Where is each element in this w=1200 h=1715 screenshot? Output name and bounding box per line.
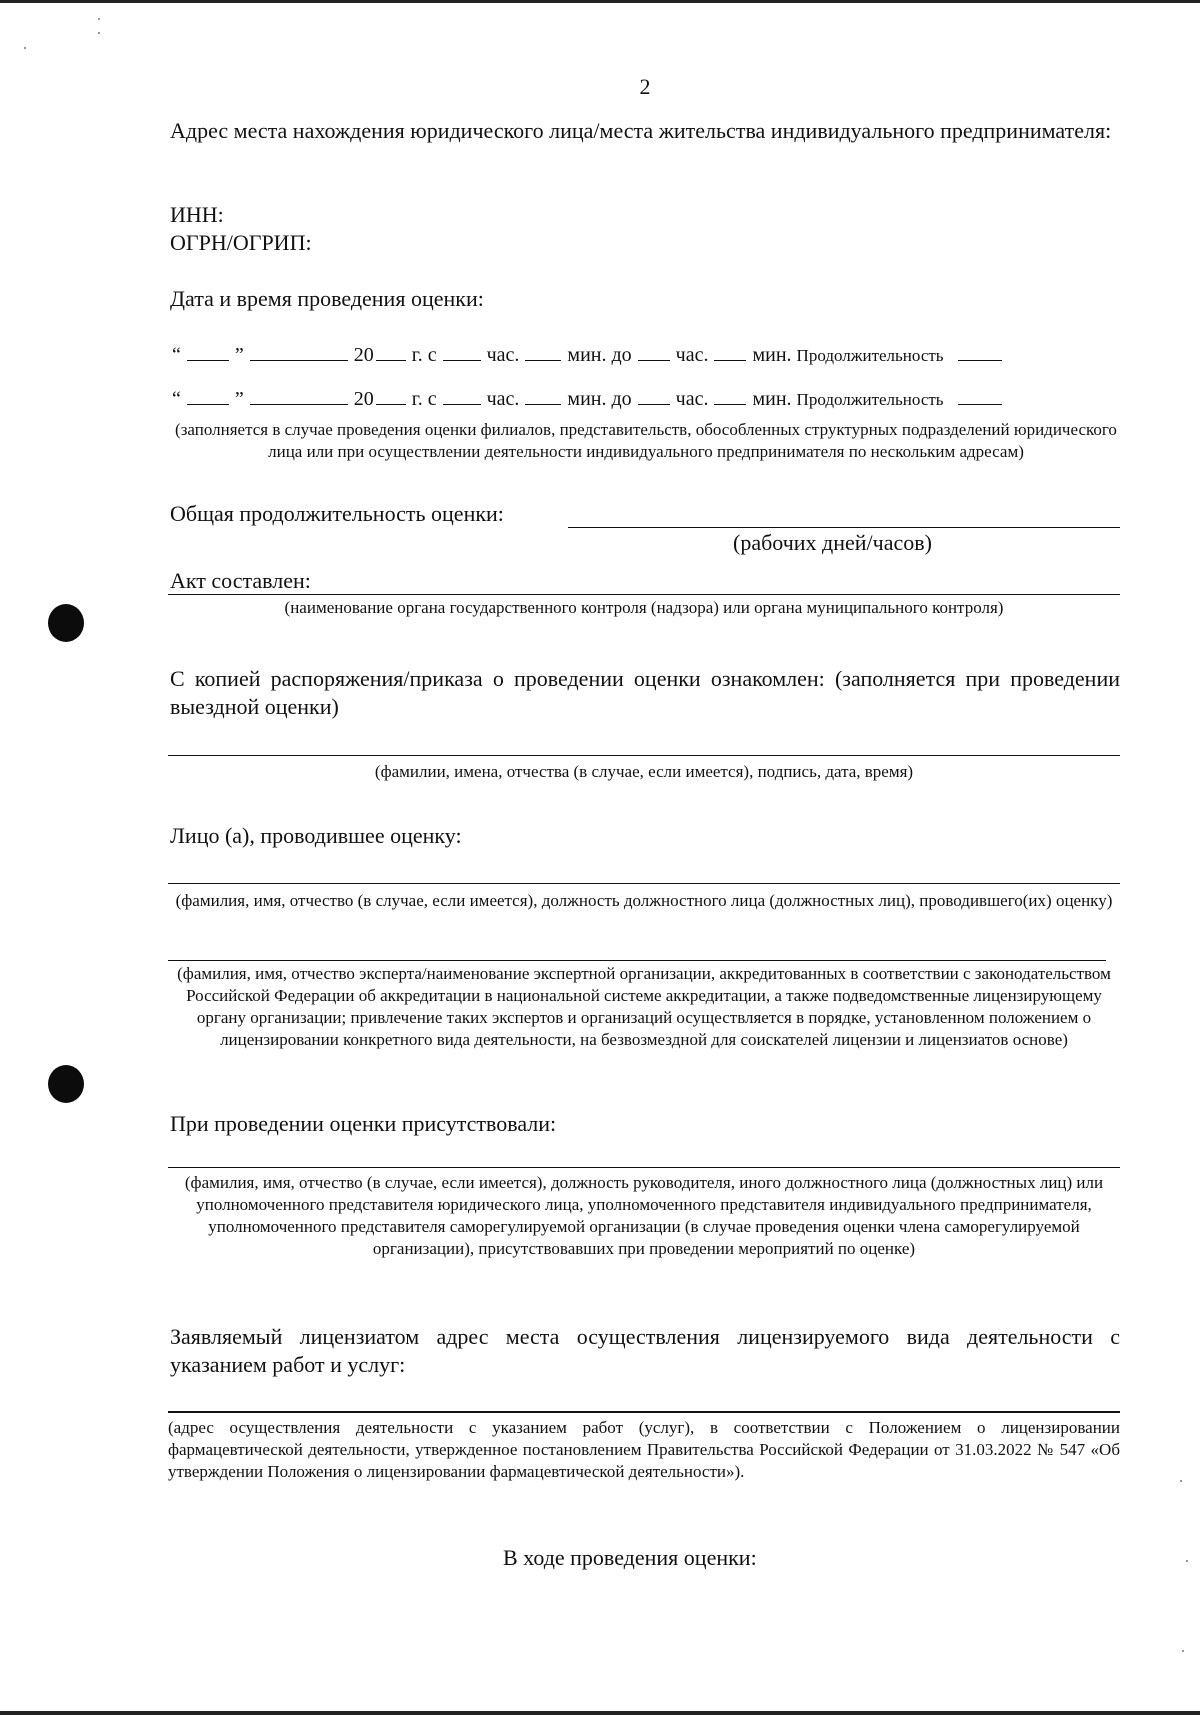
expert-caption: (фамилия, имя, отчество эксперта/наименование экспертной организации, аккредитованных в соответствии с законодательством Российской Федерации об аккредитации в национальной системе аккредитации, а также подведомственные лицензирующему органу организации; привлечение таких экспертов и организаций осуществляется в порядке, установленном положением о лицензировании конкретного вида деятельности, на безвозмездной для соискателей лицензии и лицензиатов основе): [177, 964, 1111, 1049]
minute-to-blank: [714, 386, 746, 405]
hours2-label: час.: [675, 344, 709, 366]
scan-edge-bottom: [0, 1711, 1200, 1715]
copy-order-text: С копией распоряжения/приказа о проведении оценки ознакомлен: (заполняется при проведении выездной оценки): [170, 666, 1120, 719]
hour-to-blank: [638, 342, 670, 361]
act-label: Акт составлен:: [170, 568, 311, 593]
total-duration-label: Общая продолжительность оценки:: [170, 501, 504, 526]
during-heading: В ходе проведения оценки:: [503, 1545, 757, 1570]
scan-speck: [1182, 1650, 1184, 1652]
datetime-row-2: [172, 386, 1008, 412]
scan-edge-top: [0, 0, 1200, 3]
expert-line: [168, 960, 1106, 961]
total-duration-line: [568, 527, 1120, 528]
min-label: мин.: [752, 344, 792, 366]
copy-order-caption: (фамилии, имена, отчества (в случае, если имеется), подпись, дата, время): [374, 762, 914, 781]
punch-hole-top: [48, 604, 84, 642]
min-label: мин.: [752, 388, 792, 410]
declared-address-label: Заявляемый лицензиатом адрес места осуществления лицензируемого вида деятельности с указанием работ и услуг:: [170, 1324, 1120, 1377]
datetime-note: (заполняется в случае проведения оценки филиалов, представительств, обособленных структурных подразделений юридического лица или при осуществлении деятельности индивидуального предпринимателя по нескольким адресам): [175, 420, 1117, 461]
duration-blank: [958, 342, 1002, 361]
open-quote: “: [172, 388, 181, 410]
present-caption: (фамилия, имя, отчество (в случае, если имеется), должность руководителя, иного должностного лица (должностных лиц) или уполномоченного представителя юридического лица, уполномоченного представителя индивидуального предпринимателя, уполномоченного представителя саморегулируемой организации (в случае проведения оценки члена саморегулируемой организации), присутствовавших при проведении мероприятий по оценке): [184, 1173, 1104, 1258]
year-prefix: 20: [353, 388, 374, 410]
hour-from-blank: [443, 342, 481, 361]
day-blank: [187, 342, 229, 361]
present-line: [168, 1167, 1120, 1168]
min-to-label: мин. до: [567, 388, 632, 410]
punch-hole-bottom: [48, 1065, 84, 1103]
total-duration-caption: (рабочих дней/часов): [733, 530, 932, 555]
hours2-label: час.: [675, 388, 709, 410]
year-suffix: г. с: [411, 344, 437, 366]
address-label: Адрес места нахождения юридического лица/места жительства индивидуального предпринимателя:: [170, 118, 1112, 143]
ogrn-label: ОГРН/ОГРИП:: [170, 230, 312, 255]
hour-to-blank: [638, 386, 670, 405]
year-blank: [376, 342, 406, 361]
act-line: [168, 594, 1120, 595]
open-quote: “: [172, 344, 181, 366]
scan-speck: [1186, 1560, 1188, 1562]
inspector-caption: (фамилия, имя, отчество (в случае, если имеется), должность должностного лица (должностных лиц), проводившего(их) оценку): [175, 891, 1113, 910]
hours-label: час.: [486, 344, 520, 366]
month-blank: [250, 342, 348, 361]
year-blank: [376, 386, 406, 405]
inn-label: ИНН:: [170, 202, 224, 227]
close-quote: ”: [234, 388, 244, 410]
scan-speck: [1180, 1480, 1182, 1482]
day-blank: [187, 386, 229, 405]
year-suffix: г. с: [411, 388, 437, 410]
datetime-label: Дата и время проведения оценки:: [170, 286, 484, 311]
page-number: 2: [639, 74, 651, 99]
declared-address-line: [168, 1411, 1120, 1413]
act-caption: (наименование органа государственного контроля (надзора) или органа муниципального контроля): [284, 598, 1004, 617]
scan-speck: [98, 18, 100, 20]
min-to-label: мин. до: [567, 344, 632, 366]
minute-from-blank: [525, 386, 561, 405]
inspector-label: Лицо (а), проводившее оценку:: [170, 823, 462, 848]
declared-address-caption: (адрес осуществления деятельности с указанием работ (услуг), в соответствии с Положением о лицензировании фармацевтической деятельности, утвержденное постановлением Правительства Российской Федерации от 31.03.2022 № 547 «Об утверждении Положения о лицензировании фармацевтической деятельности»).: [168, 1418, 1120, 1481]
minute-to-blank: [714, 342, 746, 361]
hours-label: час.: [486, 388, 520, 410]
inspector-line: [168, 883, 1120, 884]
duration-label: Продолжительность: [796, 346, 944, 365]
minute-from-blank: [525, 342, 561, 361]
scan-speck: [98, 32, 100, 34]
hour-from-blank: [443, 386, 481, 405]
close-quote: ”: [234, 344, 244, 366]
scan-speck: [24, 47, 26, 49]
duration-label: Продолжительность: [796, 390, 944, 409]
year-prefix: 20: [353, 344, 374, 366]
present-label: При проведении оценки присутствовали:: [170, 1111, 557, 1136]
month-blank: [250, 386, 348, 405]
duration-blank: [958, 386, 1002, 405]
copy-order-line: [168, 755, 1120, 756]
datetime-row-1: [172, 342, 1008, 368]
